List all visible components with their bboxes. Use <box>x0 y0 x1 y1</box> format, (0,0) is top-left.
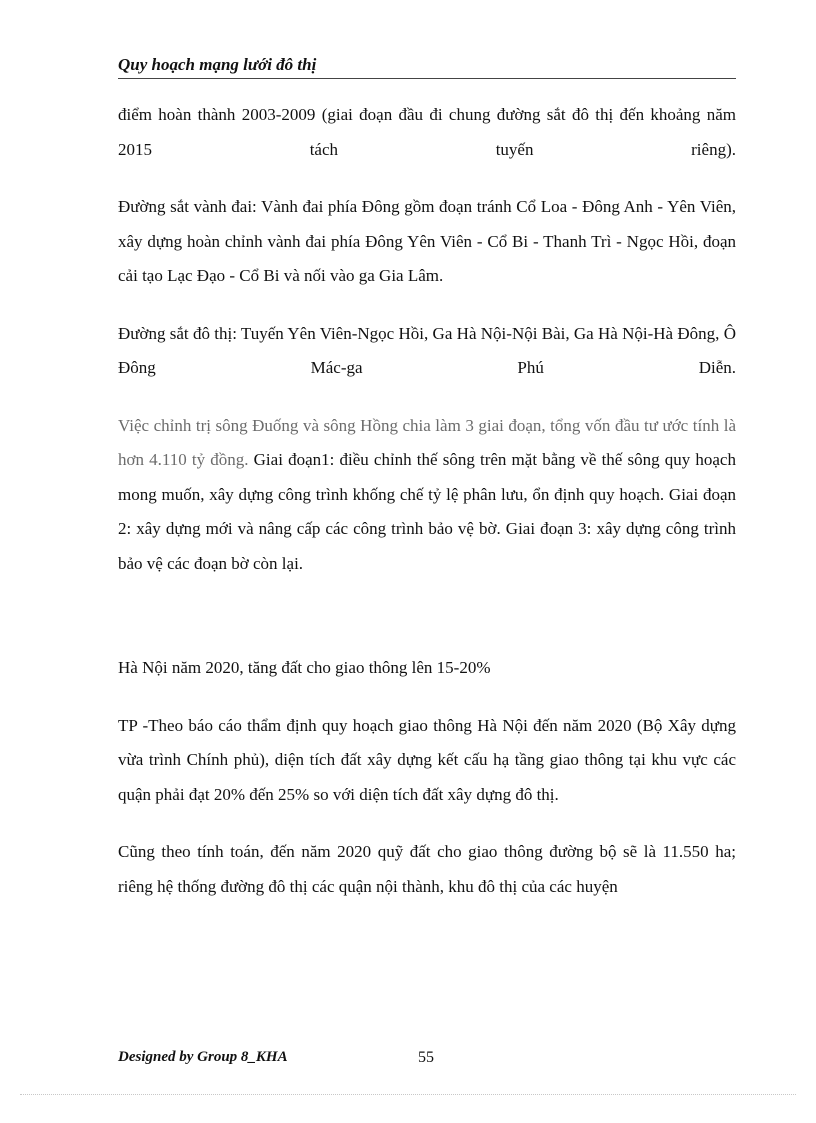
header-title: Quy hoạch mạng lưới đô thị <box>118 55 317 74</box>
section-spacer <box>118 604 736 651</box>
page-footer <box>118 1049 736 1073</box>
paragraph-urban-railway: Đường sắt đô thị: Tuyến Yên Viên-Ngọc Hồi, Ga Hà Nội-Nội Bài, Ga Hà Nội-Hà Đông, Ô Đông Mác-ga Phú Diễn. <box>118 323 736 377</box>
document-body <box>118 98 736 927</box>
section-heading-hanoi-2020: Hà Nội năm 2020, tăng đất cho giao thông lên 15-20% <box>118 658 491 677</box>
page-number: 55 <box>418 1049 434 1066</box>
paragraph-river-regulation-lead: Việc chỉnh trị sông Đuống và sông Hồng chia làm 3 giai đoạn, tổng vốn đầu tư ước tính là hơn 4.110 tỷ đồng. <box>118 415 736 469</box>
page-header <box>118 50 736 79</box>
paragraph-river-regulation <box>118 409 736 582</box>
paragraph-road-land-fund: Cũng theo tính toán, đến năm 2020 quỹ đất cho giao thông đường bộ sẽ là 11.550 ha; riêng hệ thống đường đô thị các quận nội thành, khu đô thị của các huyện <box>118 842 736 896</box>
paragraph-ring-railway: Đường sắt vành đai: Vành đai phía Đông gồm đoạn tránh Cổ Loa - Đông Anh - Yên Viên, xây dựng hoàn chỉnh vành đai phía Đông Yên Viên - Cổ Bi - Thanh Trì - Ngọc Hồi, đoạn cải tạo Lạc Đạo - Cổ Bi và nối vào ga Gia Lâm. <box>118 197 736 285</box>
paragraph-river-regulation-body: Giai đoạn1: điều chỉnh thế sông trên mặt bằng về thế sông quy hoạch mong muốn, xây dựng công trình khống chế tỷ lệ phân lưu, ổn định quy hoạch. Giai đoạn 2: xây dựng mới và nâng cấp các công trình bảo vệ bờ. Giai đoạn 3: xây dựng công trình bảo vệ các đoạn bờ còn lại. <box>118 450 736 573</box>
paragraph-railway-completion: điểm hoàn thành 2003-2009 (giai đoạn đầu đi chung đường sắt đô thị đến khoảng năm 2015 tách tuyến riêng). <box>118 105 736 159</box>
paragraph-transport-land: TP -Theo báo cáo thẩm định quy hoạch giao thông Hà Nội đến năm 2020 (Bộ Xây dựng vừa trình Chính phủ), diện tích đất xây dựng kết cấu hạ tầng giao thông tại khu vực các quận phải đạt 20% đến 25% so với diện tích đất xây dựng đô thị. <box>118 715 736 804</box>
footer-credit: Designed by Group 8_KHA <box>118 1049 288 1065</box>
page-edge-divider <box>20 1094 796 1095</box>
